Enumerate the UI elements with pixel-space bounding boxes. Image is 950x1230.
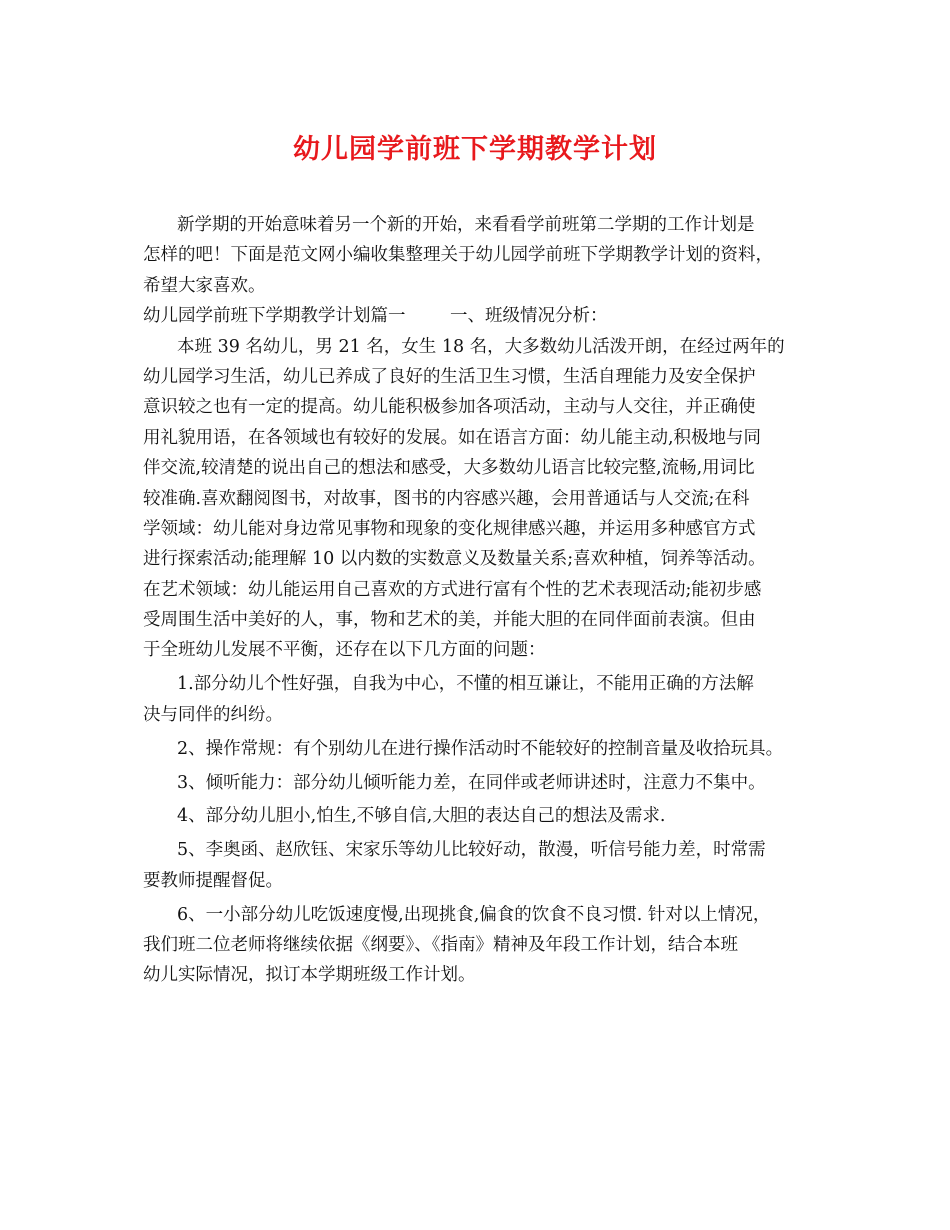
text-line: 在艺术领域：幼儿能运用自己喜欢的方式进行富有个性的艺术表现活动;能初步感 [143,579,762,600]
text-line: 怎样的吧！下面是范文网小编收集整理关于幼儿园学前班下学期教学计划的资料， [143,245,773,266]
text-line: 要教师提醒督促。 [143,870,283,891]
text-line: 决与同伴的纠纷。 [143,704,283,725]
text-line: 本班 39 名幼儿，男 21 名，女生 18 名，大多数幼儿活泼开朗，在经过两年的 [177,336,785,357]
text-line: 6、一小部分幼儿吃饭速度慢,出现挑食,偏食的饮食不良习惯. 针对以上情况， [177,904,771,925]
text-line: 幼儿园学前班下学期教学计划篇一 一、班级情况分析： [143,306,608,327]
text-line: 伴交流,较清楚的说出自己的想法和感受，大多数幼儿语言比较完整,流畅,用词比 [143,458,755,479]
text-line: 1.部分幼儿个性好强，自我为中心，不懂的相互谦让，不能用正确的方法解 [177,674,754,695]
text-line: 幼儿园学习生活，幼儿已养成了良好的生活卫生习惯，生活自理能力及安全保护 [143,366,756,387]
text-line: 3、倾听能力：部分幼儿倾听能力差，在同伴或老师讲述时，注意力不集中。 [177,772,766,793]
text-line: 5、李奥函、赵欣钰、宋家乐等幼儿比较好动，散漫，听信号能力差，时常需 [177,840,766,861]
text-line: 新学期的开始意味着另一个新的开始，来看看学前班第二学期的工作计划是 [177,215,755,235]
text-line: 希望大家喜欢。 [143,275,266,296]
document-body [143,210,818,991]
text-line: 用礼貌用语，在各领域也有较好的发展。如在语言方面：幼儿能主动,积极地与同 [143,427,762,448]
text-line: 4、部分幼儿胆小,怕生,不够自信,大胆的表达自己的想法及需求. [177,806,666,827]
document-title: 幼儿园学前班下学期教学计划 [293,134,657,165]
text-line: 2、操作常规：有个别幼儿在进行操作活动时不能较好的控制音量及收拾玩具。 [177,738,784,759]
text-line: 于全班幼儿发展不平衡，还存在以下几方面的问题： [143,640,546,661]
text-line: 学领域：幼儿能对身边常见事物和现象的变化规律感兴趣，并运用多种感官方式 [143,518,756,539]
text-line: 进行探索活动;能理解 10 以内数的实数意义及数量关系;喜欢种植，饲养等活动。 [143,549,766,570]
text-line: 幼儿实际情况，拟订本学期班级工作计划。 [143,965,476,986]
text-line: 较准确.喜欢翻阅图书，对故事，图书的内容感兴趣，会用普通话与人交流;在科 [143,488,750,509]
text-line: 我们班二位老师将继续依据《纲要》、《指南》精神及年段工作计划，结合本班 [143,934,738,955]
text-line: 意识较之也有一定的提高。幼儿能积极参加各项活动，主动与人交往，并正确使 [143,397,756,418]
text-line: 受周围生活中美好的人，事，物和艺术的美，并能大胆的在同伴面前表演。但由 [143,610,756,631]
